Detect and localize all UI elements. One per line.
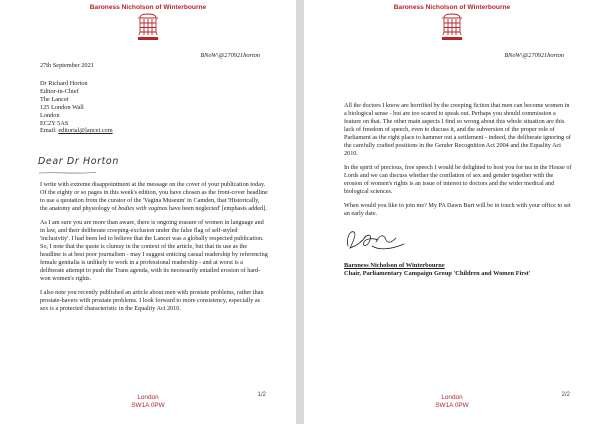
letter-reference: BNoW\@270921horton — [200, 52, 260, 59]
email-label: Email: — [40, 127, 59, 135]
paragraph — [40, 181, 268, 213]
page-number: 2/2 — [561, 392, 570, 398]
footer-postcode: SW1A 0PW — [131, 402, 165, 410]
letterhead-title: Baroness Nicholson of Winterbourne — [89, 4, 207, 11]
page-footer — [304, 394, 600, 411]
paragraph-text: I write with extreme disappointment at the message on the cover of your publication today. Of the eighty or so pages in this week's edition, you have chosen as the front-cover headline to use a quotation from the curator of the 'Vagina Museum' in Camden, that 'Historically, the anatomy and physiology of — [40, 181, 268, 212]
signatory-name: Baroness Nicholson of Winterbourne — [344, 262, 445, 269]
letter-date: 27th September 2021 — [40, 62, 94, 69]
recipient-street: 125 London Wall — [40, 103, 84, 111]
letterhead-title: Baroness Nicholson of Winterbourne — [393, 4, 511, 11]
signatory-title: Chair, Parliamentary Campaign Group 'Children and Women First' — [344, 270, 531, 277]
signatory-block — [344, 262, 531, 278]
recipient-city: London — [40, 111, 60, 119]
portcullis-icon — [134, 12, 162, 42]
paragraph: In the spirit of precious, free speech I would be delighted to host you for tea in the House of Lords and we can discuss whether the conflation of sex and gender together with the erosion of women's rights is an issue of interest to doctors and the wider medical and biological sciences. — [344, 164, 572, 195]
letter-body-page-1 — [40, 181, 268, 319]
recipient-address — [40, 80, 113, 135]
portcullis-icon — [438, 12, 466, 42]
paragraph: When would you like to join me? My PA Dawn Burt will be in touch with your office to set an early date. — [344, 202, 571, 217]
paragraph: I also note you recently published an article about men with prostate problems, rather than prostate-havers with prostate problems. I look forward to more consistency, especially as sex is a protected characteristic in the Equality Act 2010. — [40, 289, 264, 312]
paragraph: As I am sure you are more than aware, there is ongoing erasure of women in language and in law, and their deliberate creeping-exclusion under the false flag of self-styled 'inclusivity'. I had been led to believe that the Lancet was a globally respected publication. So, I note that the quote is clumsy in the context of the article, but that its use as the headline is at best poor journalism - may I suggest enticing casual readership by referencing female genitalia is unlikely to work in a professional readership - and at worst is a deliberate attempt to push the Trans agenda, with its necessarily entailed erosion of hard-won women's rights. — [40, 219, 268, 282]
paragraph-text: have been neglected' [emphasis added]. — [167, 205, 267, 212]
salutation-underline — [38, 171, 98, 175]
page-footer — [0, 394, 296, 411]
letter-reference: BNoW\@270921horton — [504, 52, 564, 59]
page-number: 1/2 — [257, 392, 266, 398]
paragraph: All the doctors I know are horrified by the creeping fiction that men can become women in a biological sense - but are too scared to speak out. Perhaps you should commission a feature on that. The other main aspects I find so wrong about this whole situation are this lack of freedom of speech, even to discuss it, and the subversion of the proper role of Parliament as the right place to hammer out a settlement - indeed, the deliberate ignoring of the carefully crafted positions in the Gender Recognition Act 2004 and the Equality Act 2010. — [344, 102, 571, 157]
emphasis-text: bodies with vaginas — [118, 205, 168, 212]
handwritten-salutation: Dear Dr Horton — [38, 156, 119, 167]
recipient-name: Dr Richard Horton — [40, 80, 88, 87]
recipient-email-link[interactable]: editorial@lancet.com — [58, 127, 113, 135]
recipient-postcode: EC2Y 5AS — [40, 119, 69, 127]
recipient-email-line — [40, 127, 113, 135]
footer-city: London — [441, 394, 463, 401]
letter-page-1 — [0, 0, 296, 424]
footer-postcode: SW1A 0PW — [435, 402, 469, 410]
letter-page-2 — [304, 0, 600, 424]
letter-body-page-2 — [344, 102, 572, 224]
footer-city: London — [137, 394, 159, 401]
recipient-title: Editor-in-Chief — [40, 87, 79, 95]
recipient-org: The Lancet — [40, 95, 69, 103]
handwritten-signature — [342, 224, 412, 260]
